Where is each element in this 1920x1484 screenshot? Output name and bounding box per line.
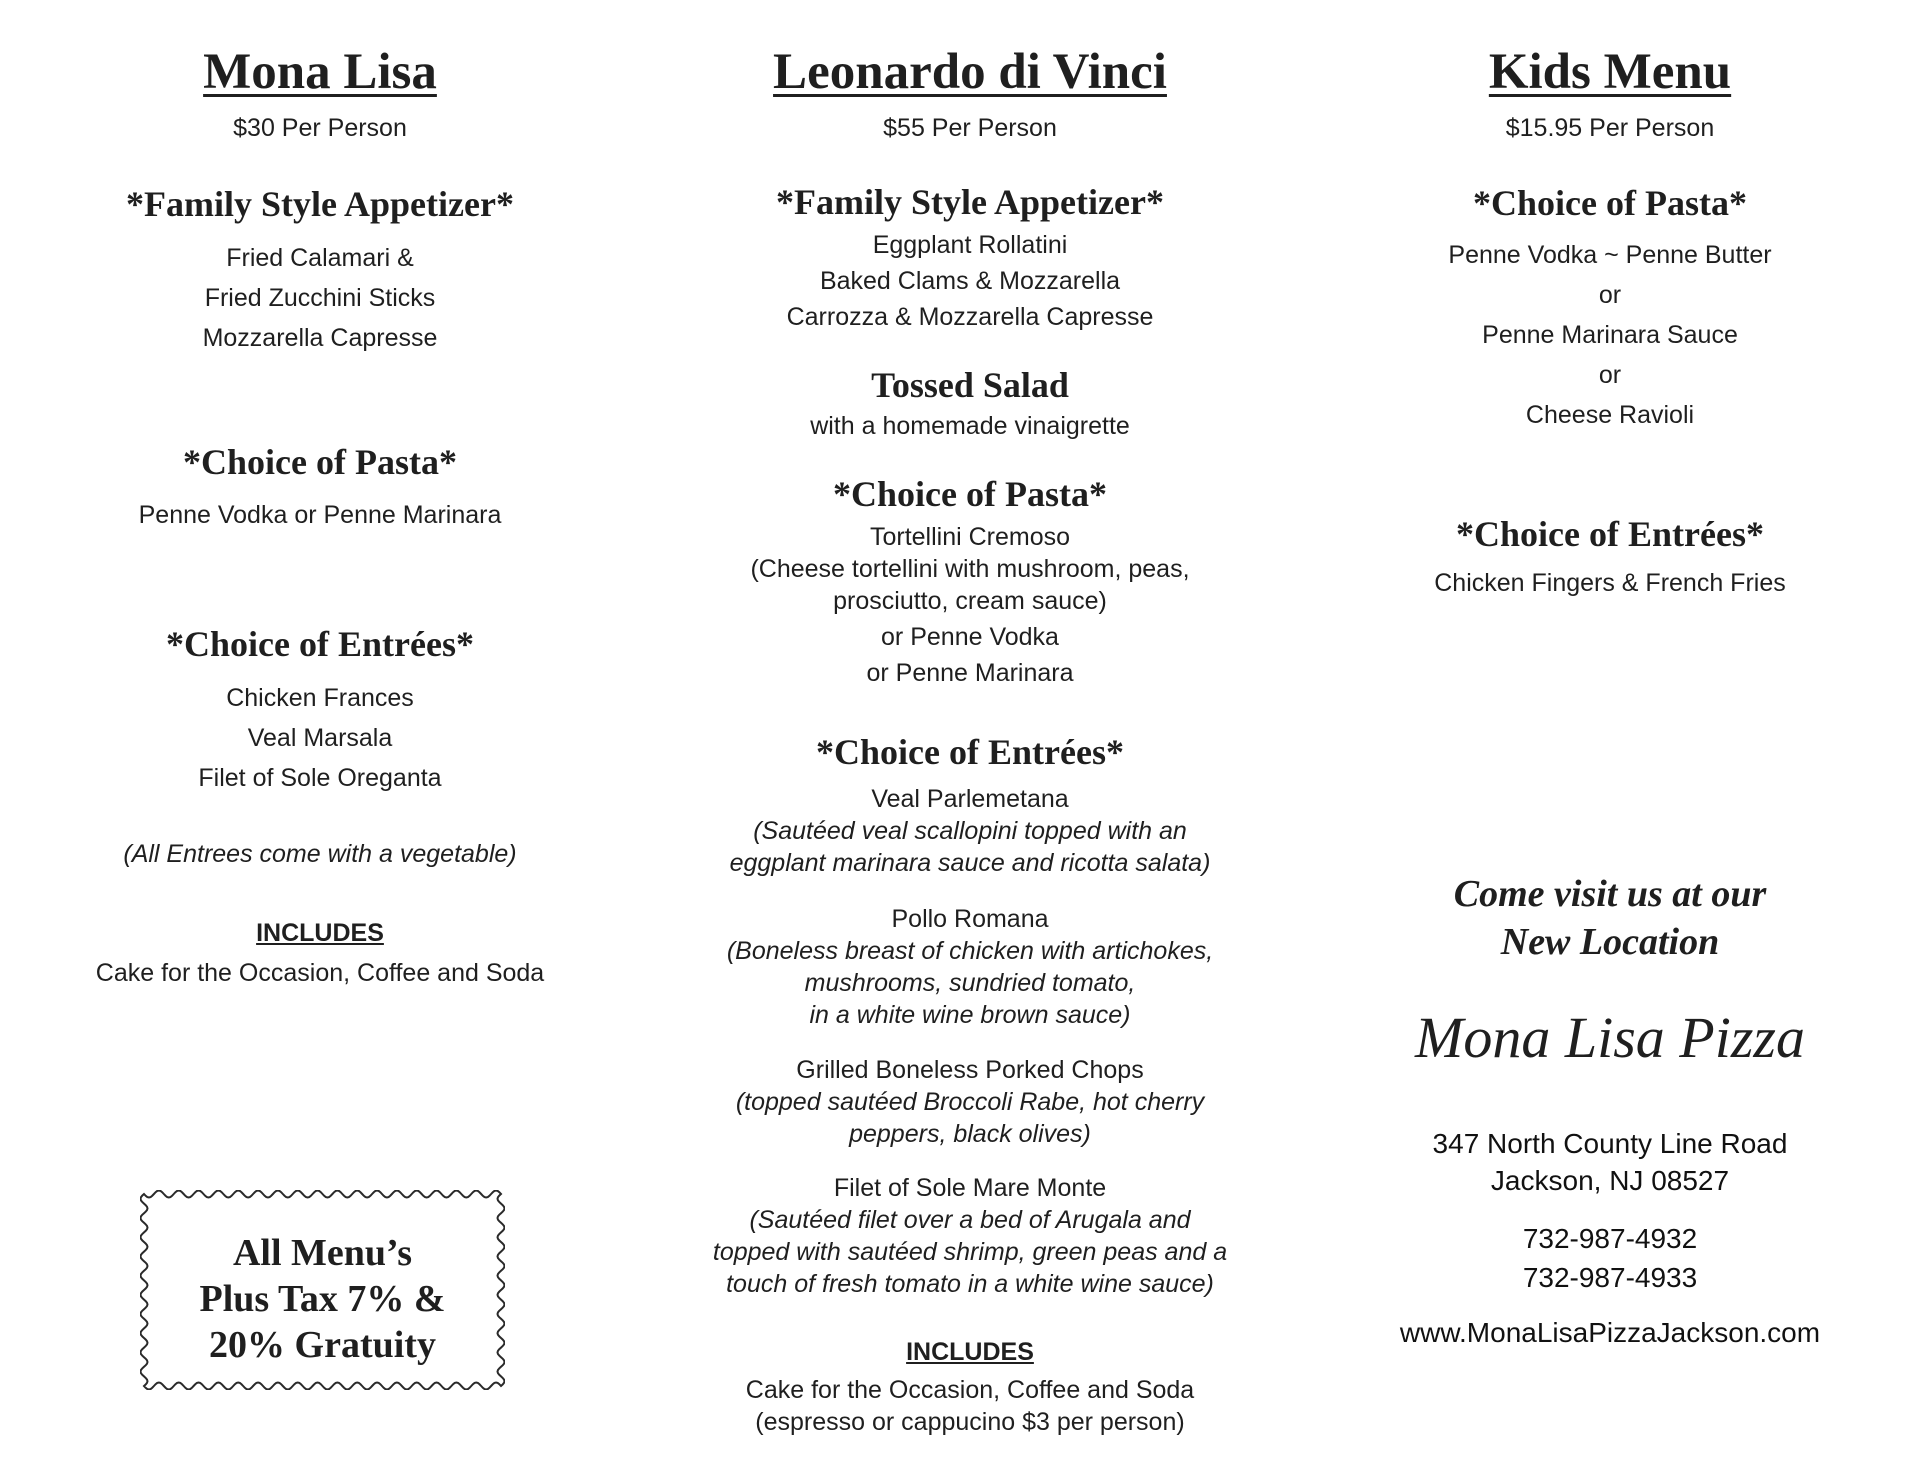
- entree-desc: in a white wine brown sauce): [809, 1001, 1131, 1029]
- entree-desc: (topped sautéed Broccoli Rabe, hot cherry: [735, 1088, 1205, 1116]
- phone-numbers: [1340, 1219, 1880, 1297]
- phone-number: 732-987-4932: [1522, 1223, 1698, 1254]
- leonardo-appetizer-heading: *Family Style Appetizer*: [776, 182, 1164, 222]
- leonardo-salad-desc: with a homemade vinaigrette: [810, 412, 1130, 440]
- tax-notice-box: [140, 1190, 505, 1390]
- address: [1340, 1125, 1880, 1199]
- tax-line: 20% Gratuity: [209, 1324, 436, 1366]
- mona-lisa-entrees-heading: *Choice of Entrées*: [166, 624, 474, 664]
- entree-item: [685, 903, 1255, 1031]
- kids-pasta-heading: *Choice of Pasta*: [1473, 183, 1747, 223]
- visit-message: [1340, 870, 1880, 966]
- list-item: Veal Marsala: [247, 724, 393, 752]
- entree-desc: peppers, black olives): [849, 1120, 1091, 1148]
- list-item: Baked Clams & Mozzarella: [819, 267, 1121, 295]
- tax-line: All Menu’s: [232, 1232, 413, 1274]
- address-line: 347 North County Line Road: [1432, 1128, 1788, 1159]
- entree-item: [685, 1054, 1255, 1150]
- list-item: (Cheese tortellini with mushroom, peas,: [750, 555, 1190, 583]
- phone-number: 732-987-4933: [1522, 1262, 1698, 1293]
- entree-name: Filet of Sole Mare Monte: [833, 1174, 1107, 1202]
- list-item: Filet of Sole Oreganta: [198, 764, 442, 792]
- brand-name: Mona Lisa Pizza: [1415, 1005, 1805, 1070]
- visit-line: New Location: [1500, 921, 1720, 963]
- list-item: Chicken Frances: [226, 684, 414, 712]
- mona-lisa-appetizer-heading: *Family Style Appetizer*: [126, 184, 514, 224]
- leonardo-pasta-list: [685, 521, 1255, 689]
- list-item: or: [1598, 361, 1622, 389]
- kids-pasta-list: [1340, 235, 1880, 435]
- includes-line: Cake for the Occasion, Coffee and Soda: [745, 1376, 1195, 1404]
- list-item: Fried Zucchini Sticks: [204, 284, 436, 312]
- list-item: prosciutto, cream sauce): [833, 587, 1107, 615]
- list-item: Penne Vodka ~ Penne Butter: [1448, 241, 1772, 269]
- entree-desc: (Boneless breast of chicken with artichokes,: [726, 937, 1214, 965]
- website-link[interactable]: www.MonaLisaPizzaJackson.com: [1399, 1317, 1821, 1348]
- list-item: Tortellini Cremoso: [869, 523, 1071, 551]
- kids-entrees: Chicken Fingers & French Fries: [1434, 569, 1786, 597]
- leonardo-salad-heading: Tossed Salad: [871, 365, 1069, 405]
- kids-price: $15.95 Per Person: [1505, 114, 1715, 142]
- mona-lisa-title: Mona Lisa: [203, 44, 437, 100]
- list-item: Mozzarella Capresse: [202, 324, 438, 352]
- entree-name: Grilled Boneless Porked Chops: [796, 1056, 1144, 1084]
- entree-desc: (Sautéed filet over a bed of Arugala and: [749, 1206, 1191, 1234]
- entree-desc: touch of fresh tomato in a white wine sauce): [726, 1270, 1214, 1298]
- leonardo-entrees-heading: *Choice of Entrées*: [816, 732, 1124, 772]
- mona-lisa-entree-list: [50, 678, 590, 798]
- includes-line: (espresso or cappucino $3 per person): [755, 1408, 1185, 1436]
- entree-desc: mushrooms, sundried tomato,: [804, 969, 1136, 997]
- leonardo-price: $55 Per Person: [883, 114, 1057, 142]
- entree-item: [685, 783, 1255, 879]
- tax-line: Plus Tax 7% &: [199, 1278, 446, 1320]
- address-line: Jackson, NJ 08527: [1490, 1165, 1730, 1196]
- leonardo-includes: [685, 1374, 1255, 1438]
- mona-lisa-entrees-note: (All Entrees come with a vegetable): [123, 840, 517, 868]
- list-item: or: [1598, 281, 1622, 309]
- list-item: Carrozza & Mozzarella Capresse: [786, 303, 1154, 331]
- list-item: Cheese Ravioli: [1525, 401, 1695, 429]
- leonardo-title: Leonardo di Vinci: [773, 44, 1167, 100]
- list-item: or Penne Marinara: [866, 659, 1074, 687]
- visit-line: Come visit us at our: [1453, 873, 1767, 915]
- list-item: Eggplant Rollatini: [872, 231, 1068, 259]
- list-item: Penne Marinara Sauce: [1482, 321, 1738, 349]
- kids-entrees-heading: *Choice of Entrées*: [1456, 514, 1764, 554]
- leonardo-pasta-heading: *Choice of Pasta*: [833, 474, 1107, 514]
- mona-lisa-price: $30 Per Person: [233, 114, 407, 142]
- list-item: Fried Calamari &: [226, 244, 414, 272]
- entree-name: Veal Parlemetana: [871, 785, 1069, 813]
- mona-lisa-pasta: Penne Vodka or Penne Marinara: [138, 501, 502, 529]
- entree-desc: topped with sautéed shrimp, green peas and a: [712, 1238, 1228, 1266]
- mona-lisa-includes: Cake for the Occasion, Coffee and Soda: [95, 959, 545, 987]
- list-item: or Penne Vodka: [881, 623, 1059, 651]
- entree-item: [685, 1172, 1255, 1300]
- leonardo-appetizer-list: [685, 227, 1255, 335]
- kids-title: Kids Menu: [1488, 44, 1732, 100]
- tax-notice-text: [140, 1230, 505, 1368]
- entree-desc: (Sautéed veal scallopini topped with an: [753, 817, 1187, 845]
- mona-lisa-includes-heading: INCLUDES: [256, 919, 384, 947]
- mona-lisa-pasta-heading: *Choice of Pasta*: [183, 442, 457, 482]
- entree-name: Pollo Romana: [891, 905, 1049, 933]
- mona-lisa-appetizer-list: [50, 238, 590, 358]
- entree-desc: eggplant marinara sauce and ricotta salata): [729, 849, 1211, 877]
- leonardo-includes-heading: INCLUDES: [906, 1338, 1034, 1366]
